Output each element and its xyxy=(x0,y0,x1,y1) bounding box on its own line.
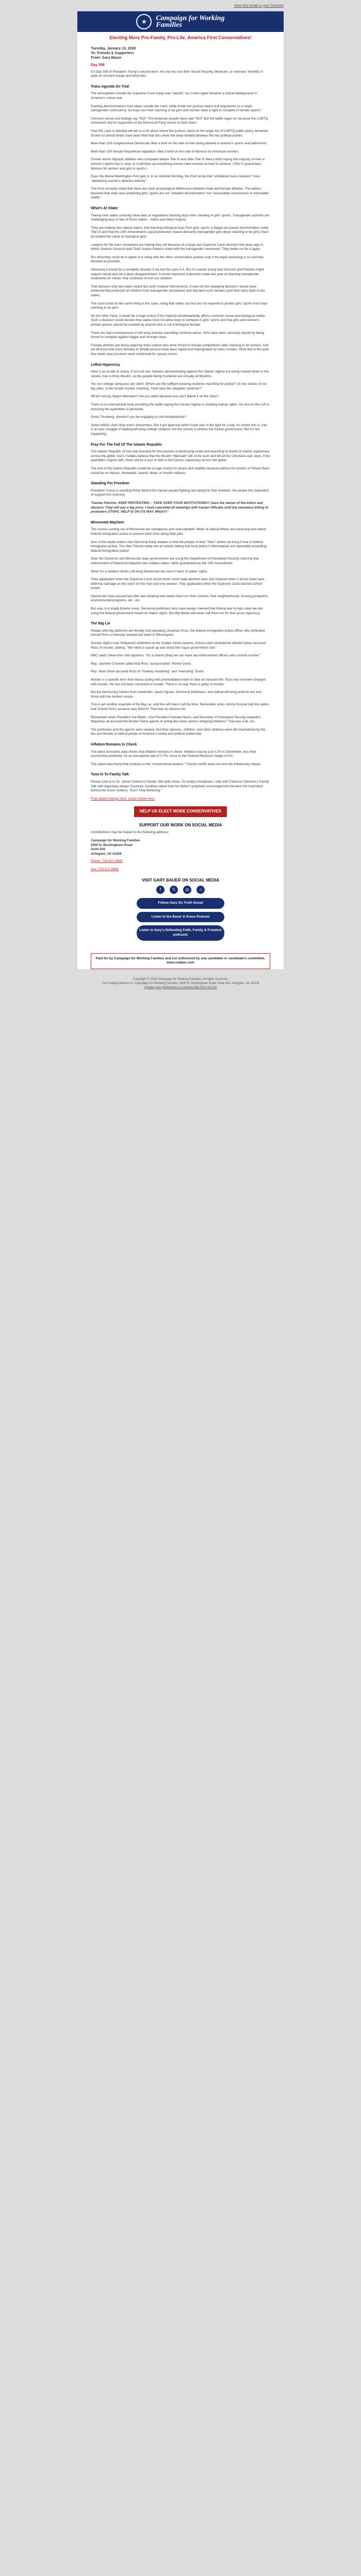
paragraph: Duelling demonstrations took place outside the court, while inside the justices heard oral arguments on a major transgender controversy. Do boys and men claiming to be girls and women have a right to compete in female sports? xyxy=(91,104,261,113)
day-counter: Day 358 xyxy=(91,63,105,67)
footer xyxy=(0,974,361,997)
support-heading: SUPPORT OUR WORK ON SOCIAL MEDIA xyxy=(139,822,222,827)
paragraph: They are making two radical claims: that banning biological boys from girls' sports is illegal sex-based discrimination under Title IX and that the 14th Amendment's equal protection clause demands transgender girls (boys claiming to be girls) must be treated the same as biological girls. xyxy=(91,226,269,239)
paragraph: Some leftists claim they aren't antisemites. But it got approval when Israel was in the fight for a day. It's where this is. Iran is an epic struggle of leading left-wing college students into the streets to protest the Iranian government. But it's not happening. xyxy=(91,423,268,436)
phone-link[interactable]: Phone: 703-671-8800 xyxy=(91,859,123,863)
from-line: From: Gary Bauer xyxy=(91,56,122,60)
main-content xyxy=(77,42,284,948)
paragraph: There is no international body providing the battle saying the Iranian regime is violating human rights. No one on the Left is accusing the ayatollahs of genocide. xyxy=(91,403,270,411)
paragraph: Female athletes are being raped by trans culture who were forced to female competitions after claiming to be women. And we all know that more females in female prisons have been raped and impregnated by trans inmates. Most tied in the past few weeks and prisoners were sentenced for sexual crimes. xyxy=(91,343,269,356)
address-line: 3300 N. Buckingham Road xyxy=(91,843,133,847)
section-title: Tune In To Family Talk xyxy=(91,773,129,777)
email-body xyxy=(77,11,284,969)
section-title: Pray For The Fall Of The Islamic Republic xyxy=(91,443,162,447)
facebook-icon[interactable]: f xyxy=(156,886,165,894)
paragraph: They applauded when the Supreme Court struck down some state abortion laws and cheered when it struck down laws defining marriage as the union of one man and one woman. They applauded when the Supreme Court banned school prayer. xyxy=(91,578,265,590)
paragraph: Democrats have passed law after law violating how states must run their schools, their neighborhoods, housing programs, environmental programs, etc., etc. xyxy=(91,594,269,603)
paragraph: Even the liberal Washington Post gets it. In an editorial Monday, the Post wrote that "unfettered trans inclusion" risks "abolishing women's athletics entirely." xyxy=(91,175,260,183)
paragraph: Greta Thunberg, shouldn't you be engaging in civil disobedience? xyxy=(91,415,187,419)
paragraph: Yet, our college campuses are silent. Where are the keffiyeh-wearing students marching for justice? On the streets of our big cities, is the hostile crowds chanting, "How dare the slaughter continue?" xyxy=(91,382,267,391)
instagram-icon[interactable]: ◎ xyxy=(183,886,191,894)
paragraph: But the democracy follows from celebrities, sports figures, Democrat politicians, and radical left-wing activists fan and those with the loudest voices. xyxy=(91,690,261,699)
top-bar xyxy=(0,0,361,11)
truth-social-button[interactable]: Follow Gary On Truth Social xyxy=(137,898,224,909)
section-title: Leftist Hypocrisy xyxy=(91,363,120,367)
org-name: Campaign for Working Families xyxy=(91,839,140,843)
to-line: To: Friends & Supporters xyxy=(91,52,134,55)
paragraph: Murder is a specific term that means acting with premeditated intent to take an innocent life. Ross has not been charged with murder. He has not been convicted of murder. There is no way there is guilty of murder. xyxy=(91,678,266,686)
podcast-button[interactable]: Listen to the Bauer & Kraus Podcast xyxy=(137,912,224,923)
paragraph: What's wrong, Mayor Mamdani? Are you silent because you can't blame it on the Jews? xyxy=(91,395,219,399)
fax-link[interactable]: Fax: 703-671-8899 xyxy=(91,868,119,872)
paragraph: NBC said's Steve Kerr told reporters, "It's a shame [that] we can have law enforcement officers who commit murder." xyxy=(91,654,261,658)
paragraph: The end of the Islamic Republic would be a huge victory for peace and stability because without the tyrants of Tehran there would be no Hamas, Hezbollah, Islamic Jihad, or Houthi militants. xyxy=(91,467,270,475)
brand-name xyxy=(156,15,224,28)
x-icon[interactable]: 𝕏 xyxy=(170,886,178,894)
paragraph: The latest economic data shows that inflation remains in check. Inflation rose by just 0.2% in December, less than economists predicted, for an annualized rate of 2.7%, close to the Federal Reserve's target of 2%. xyxy=(91,750,256,758)
social-icons xyxy=(91,886,270,894)
paragraph: This is yet another example of the Big Lie, and the Left does it all the time. Remember when Jimmy Kimmel told the nation that Charlie Kirk's assassin was MAGA? That was an obvious lie! xyxy=(91,703,269,711)
paragraph: The atmosphere outside the Supreme Court today was "electric" as it once again became a critical battleground in America's culture war. xyxy=(91,92,257,100)
elect-conservatives-button[interactable]: HELP US ELECT MORE CONSERVATIVES xyxy=(134,806,227,817)
paragraph: There are real consequences to left-wing insanity overriding common sense. Girls have been seriously injured by being forced to compete against bigger and stronger boys. xyxy=(91,331,265,340)
paragraph: How this case is decided will tell us a lot about where the justices stand on the larger list of LGBTQ public policy demands. Scores of almost briefs have been filed that also show the deep divided between the two political parties. xyxy=(91,129,269,138)
paragraph: Here is an al tale of chaos, if not civil war. Iranians demonstrating against the Islamic regime are being mowed down in the streets. Iran is thirty Muslim, so the people being murdered are virtually all Muslims. xyxy=(91,370,269,378)
section-title: Minnesota Mayhem xyxy=(91,520,124,524)
unsubscribe-link[interactable]: Update your preferences or unsubscribe from this list xyxy=(144,986,217,989)
defending-podcast-button[interactable]: Listen to Gary's Defending Faith, Family & Freedom podcasts xyxy=(137,925,224,940)
paragraph: But now, in a totally bizarre move, Democrat politicians who have always claimed that federal law trumps state law are suing the federal government based on states' rights. But Big Media will never call them out for their gross hypocrisy. xyxy=(91,607,263,615)
section-title: Trans Agenda On Trial xyxy=(91,84,129,89)
paragraph: The report also found that contrary to the "conventional wisdom," Trump's tariffs have not sent the inflationary impact. xyxy=(91,762,261,766)
copyright: Copyright © 2026 Campaign for Working Families, All rights reserved. xyxy=(133,977,228,981)
header-banner xyxy=(77,11,284,32)
paragraph: Wow! It's a modern Hiram Left-wing Democrats are now in favor of states' rights. xyxy=(91,569,208,573)
trump-quote: "Iranian Patriots, KEEP PROTESTING -- TAKE OVER YOUR INSTITUTIONS!!! Save the names of the killers and abusers. They will pay a big price. I have cancelled all meetings with Iranian Officials until the senseless killing of protesters STOPS. HELP IS ON ITS WAY. MIGA!!!" xyxy=(91,501,269,514)
paid-for-disclaimer: Paid for by Campaign for Working Families and not authorized by any candidate or candidate's committee. www.cwfpac.com xyxy=(91,953,270,969)
social-heading: VISIT GARY BAUER ON SOCIAL MEDIA xyxy=(141,877,220,883)
paragraph: Rep. Jasmine Crockett called that Ross "assassinated" Renee Good. xyxy=(91,662,192,666)
tagline: Electing More Pro-Family, Pro-Life, America First Conservatives! xyxy=(109,35,252,40)
paragraph: Rep. Ilhan Omar accused Ross of "cowerly murdering" and "executing" Good. xyxy=(91,670,204,674)
address-line: Arlington, VA 22209 xyxy=(91,852,122,856)
address-line: Suite 830 xyxy=(91,848,106,852)
paragraph: The scenes coming out of Minnesota are outrageous and unacceptable. Mobs of radical leftists are harassing and attack federal immigration police to prevent them from doing their jobs. xyxy=(91,528,266,536)
section-title: The Big Lie xyxy=(91,622,110,626)
section-title: Standing For Freedom xyxy=(91,482,129,486)
paragraph: The Post correctly noted that there are clear physiological differences between male and female athletes. The editors declared that state laws protecting girls' sports are not "unlawful discrimination" but "reasonable concessions to immutable reality." xyxy=(91,187,269,200)
paragraph: Now, the Governor and Minnesota state governments are suing the Department of Homeland Security claiming that enforcement of federal immigration law violates states' rights guaranteed by the 10th Amendment. xyxy=(91,557,259,565)
paragraph: The politicians and the agents were cleared. But their spouses, children, and other relatives were left traumatized by the lies and threats of radical people in America's media and political leadership. xyxy=(91,727,266,736)
paragraph: On the other hand, it would be a huge victory if the majority wholeheartedly affirms common sense and biological reality. Such a decision would declare that states must not allow boys to compete in girls' sports and that girls and women's private spaces cannot be invaded by anyone who is not a biological female. xyxy=(91,314,266,327)
paragraph: Twenty-nine states currently have laws or regulations banning boys from cheating in girls' sports. Transgender activists are challenging laws in two of those states -- Idaho and West Virginia. xyxy=(91,213,270,222)
paragraph: Lawyers for the trans movement are hoping they will because of a treaty last Supreme Court decision five years ago in which Justices Gorsuch and Chief Justice Roberts sided with the transgender movement. They better not do it again. xyxy=(91,243,264,251)
section-title: What's At Stake xyxy=(91,207,118,211)
paragraph: That decision only last wave meant last such medical interventions. It was not the sweeping decision I would have preferred that protected all children from transgender procedures and liberated such families (and their kids) back to the states. xyxy=(91,284,265,297)
paragraph: Former tennis Olympic athletes who competed before Title IX and after Title IX filed a brief saying the majority of men in women's sports has to stop, or it will blow up everything women have worked so hard to achieve. (Title IX guarantees fairness for women and girls in sports.) xyxy=(91,158,265,171)
view-in-browser-link[interactable]: View this email in your browser xyxy=(234,4,284,8)
date: Tuesday, January 13, 2026 xyxy=(91,47,136,50)
mail-note: Contributions may be mailed to the following address: xyxy=(91,831,169,835)
brand-line-2: Families xyxy=(156,21,182,29)
website-icon[interactable]: ⌂ xyxy=(196,886,205,894)
paragraph: Obviously it would be a complete disaster if we lost the case 5-4. But it is easier losing that Gorsuch and Roberts might support would also be a deep disappointment. It would represent a decision made last year on banning transgender treatments for minors that continues to hurt our children. xyxy=(91,268,264,281)
memo-header xyxy=(91,46,270,60)
seal-icon: ★ xyxy=(136,14,152,29)
mailing-address: Our mailing address is: Campaign for Working Families, 3300 N. Buckingham Road Suite 830, Arlington, VA 22209 xyxy=(102,981,259,985)
paragraph: The Islamic Republic of Iran was founded for the purpose of destroying Israel and exporting its brand of Islamic supremacy across the globe. Iran's mullahs believe that the Muslim "Messiah" will come soon and kill all the Christians and Jews. If the ayatollah's regime falls, there will be a loss of faith in the Islamic supremacy across the globe. xyxy=(91,450,270,463)
paragraph: Remember when President Joe Biden, Vice President Kamala Harris, and Secretary of Homeland Security Alejandro Mayorkas all accused the Border Patrol agents of acting like slave owners whipping Haitians? That was a lie, too. xyxy=(91,715,261,724)
paragraph: Sunday night it was Hollywood celebrities at the Golden Globe Awards. Actress and comedienne Wanda Sykes accused Ross of murder, adding: "We need to speak up and resist this rogue government now." xyxy=(91,641,266,650)
intro-paragraph: It's Day 358 of President Trump's second term. No one has lost their Social Security, Medicare, or veterans' benefits in spite of constant media and leftist lies. xyxy=(91,70,263,78)
paragraph: But what they could do is agree to a ruling with the other conservative justices only if the legal reasoning is so narrowly decided as possible. xyxy=(91,255,264,264)
paragraph: Please tune in to Dr. James Dobson's Family Talk radio show. On today's broadcast, I talk with Clarence Clemens's Family Talk with legendary lawyer Courtney Jonathan about how his father's prophetic encouragement became the inspiration behind the iconic anthem, "Don't Stop Believing." xyxy=(91,779,269,793)
paragraph: President Trump is standing firmly behind the Iranian people fighting and dying for their freedom. He posted this statement of support this morning: xyxy=(91,488,269,497)
station-listings-link[interactable]: Find station listings here. Listen online here. xyxy=(91,796,155,801)
paragraph: The court could do the same thing in this case, ruling that states can but are not required to protect girls' sports from boys claiming to be girls. xyxy=(91,301,268,310)
paragraph: Common sense and biology say "NO!" The American people have said "NO!" But the battle rages on because the LGBTQ movement and its supporters in the Democrat Party refuse to back down. xyxy=(91,116,268,125)
section-title: Inflation Remains In Check xyxy=(91,742,137,747)
paragraph: More than 100 congressional Democrats filed a brief on the side of men being allowed in women's sports and bathrooms. xyxy=(91,142,268,146)
paragraph: People with big platforms are literally and repeating Jonathan Ross, the federal immigration police officer who defended himself from a vehicular assault last week in Minneapolis. xyxy=(91,629,265,637)
paragraph: One of the media claims that Democrat Party leaders in that the people of their "Sites" where we bring it that of federal immigration police. The Star Tribune today has an article stating that local police in Minneapolis are reportedly assaulting federal immigration police! xyxy=(91,540,267,553)
paragraph: More than 100 Senate Republican legislators filed a brief on the side of fairness for American women. xyxy=(91,149,239,154)
brand-line-1: Campaign for Working xyxy=(156,14,225,22)
